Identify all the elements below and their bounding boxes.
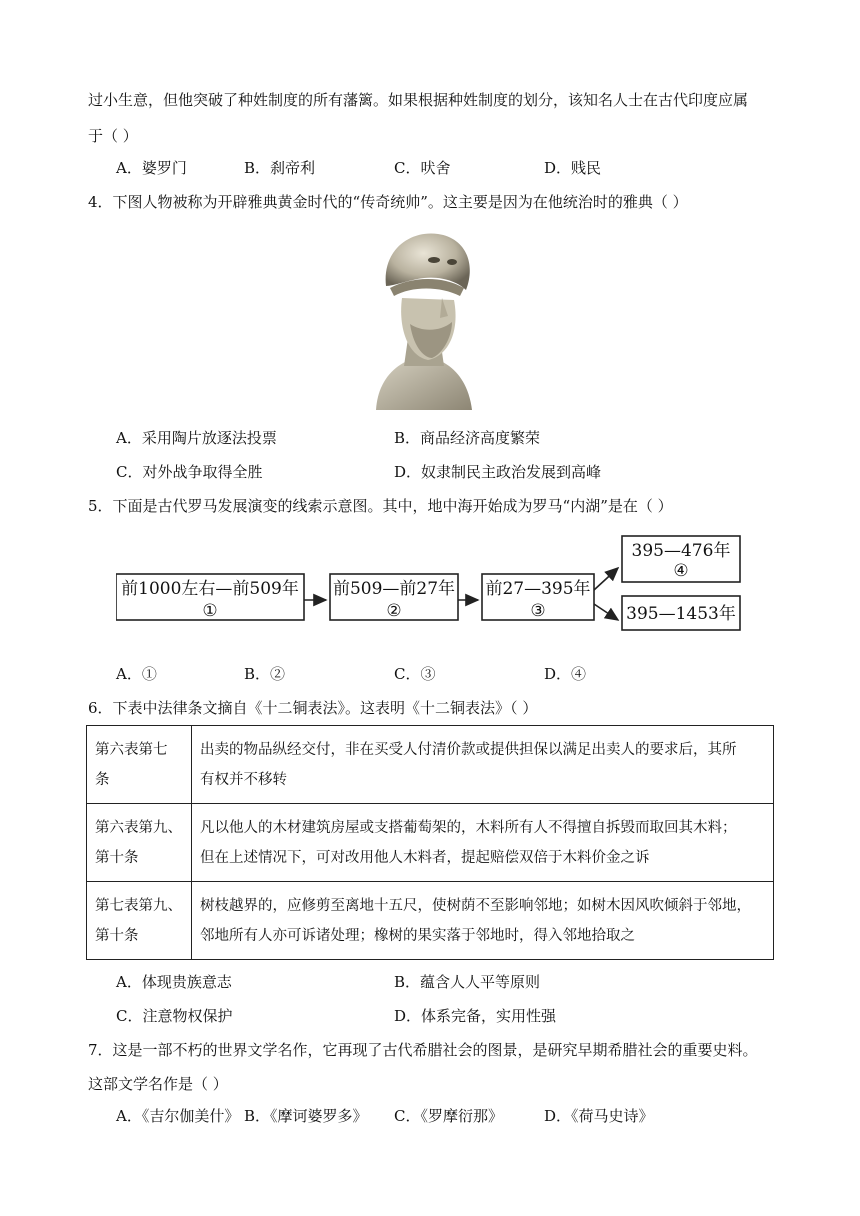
q6-option-d: D．体系完备，实用性强 bbox=[394, 1007, 557, 1025]
table-cell-label: 第七表第九、 第十条 bbox=[87, 882, 192, 960]
box3-period: 前27—395年 bbox=[485, 579, 591, 599]
q3-stem-line1: 过小生意，但他突破了种姓制度的所有藩篱。如果根据种姓制度的划分，该知名人士在古代印度应属 bbox=[88, 91, 749, 109]
box5-period: 395—1453年 bbox=[626, 604, 736, 624]
table-row bbox=[87, 726, 774, 804]
table-cell-text: 出卖的物品纵经交付，非在买受人付清价款或提供担保以满足出卖人的要求后，其所 有权并不移转 bbox=[192, 726, 774, 804]
q4-option-c: C．对外战争取得全胜 bbox=[116, 463, 263, 481]
q5-option-b: B．② bbox=[244, 665, 286, 683]
timeline-box-2 bbox=[330, 574, 458, 621]
rome-timeline-diagram bbox=[116, 532, 742, 632]
table-cell-text: 树枝越界的，应修剪至离地十五尺，使树荫不至影响邻地；如树木因风吹倾斜于邻地， 邻地所有人亦可诉诸处理；橡树的果实落于邻地时，得入邻地拾取之 bbox=[192, 882, 774, 960]
box1-mark: ① bbox=[202, 601, 218, 621]
timeline-box-3 bbox=[482, 574, 594, 621]
q7-option-c: C．《罗摩衍那》 bbox=[394, 1107, 503, 1125]
q7-option-a: A．《吉尔伽美什》 bbox=[116, 1107, 240, 1125]
table-cell-text: 凡以他人的木材建筑房屋或支搭葡萄架的，木料所有人不得擅自拆毁而取回其木料； 但在上述情况下，可对改用他人木料者，提起赔偿双倍于木料价金之诉 bbox=[192, 804, 774, 882]
q7-option-b: B．《摩诃婆罗多》 bbox=[244, 1107, 368, 1125]
q5-option-c: C．③ bbox=[394, 665, 436, 683]
q6-option-b: B．蕴含人人平等原则 bbox=[394, 973, 541, 991]
table-cell-label: 第六表第七 条 bbox=[87, 726, 192, 804]
q3-option-b: B．刹帝利 bbox=[244, 159, 316, 177]
table-row bbox=[87, 804, 774, 882]
twelve-tables-table bbox=[86, 725, 774, 960]
q5-option-a: A．① bbox=[116, 665, 157, 683]
q7-stem-line2: 这部文学名作是（ ） bbox=[88, 1075, 228, 1093]
q7-stem-line1: 7．这是一部不朽的世界文学名作，它再现了古代希腊社会的图景，是研究早期希腊社会的重要史料。 bbox=[88, 1041, 758, 1059]
timeline-box-5 bbox=[622, 596, 740, 630]
table-cell-label: 第六表第九、 第十条 bbox=[87, 804, 192, 882]
q4-option-a: A．采用陶片放逐法投票 bbox=[116, 429, 277, 447]
q5-option-d: D．④ bbox=[544, 665, 587, 683]
box4-mark: ④ bbox=[673, 561, 689, 581]
box3-mark: ③ bbox=[530, 601, 546, 621]
box4-period: 395—476年 bbox=[631, 541, 731, 561]
q3-option-a: A．婆罗门 bbox=[116, 159, 187, 177]
q3-stem-line2: 于（ ） bbox=[88, 127, 138, 145]
q4-option-d: D．奴隶制民主政治发展到高峰 bbox=[394, 463, 602, 481]
timeline-box-1 bbox=[116, 574, 304, 621]
table-row bbox=[87, 882, 774, 960]
timeline-box-4 bbox=[622, 536, 740, 582]
box2-period: 前509—前27年 bbox=[332, 579, 456, 599]
q6-option-a: A．体现贵族意志 bbox=[116, 973, 232, 991]
q6-option-c: C．注意物权保护 bbox=[116, 1007, 233, 1025]
box2-mark: ② bbox=[386, 601, 402, 621]
q6-stem: 6．下表中法律条文摘自《十二铜表法》。这表明《十二铜表法》（ ） bbox=[88, 699, 538, 717]
q3-option-c: C．吠舍 bbox=[394, 159, 451, 177]
q3-option-d: D．贱民 bbox=[544, 159, 602, 177]
pericles-bust-image bbox=[368, 228, 480, 410]
q5-stem: 5．下面是古代罗马发展演变的线索示意图。其中，地中海开始成为罗马“内湖”是在（ ） bbox=[88, 497, 673, 515]
box1-period: 前1000左右—前509年 bbox=[121, 579, 299, 599]
q4-stem: 4．下图人物被称为开辟雅典黄金时代的“传奇统帅”。这主要是因为在他统治时的雅典（ ） bbox=[88, 193, 688, 211]
q4-option-b: B．商品经济高度繁荣 bbox=[394, 429, 541, 447]
q7-option-d: D．《荷马史诗》 bbox=[544, 1107, 654, 1125]
